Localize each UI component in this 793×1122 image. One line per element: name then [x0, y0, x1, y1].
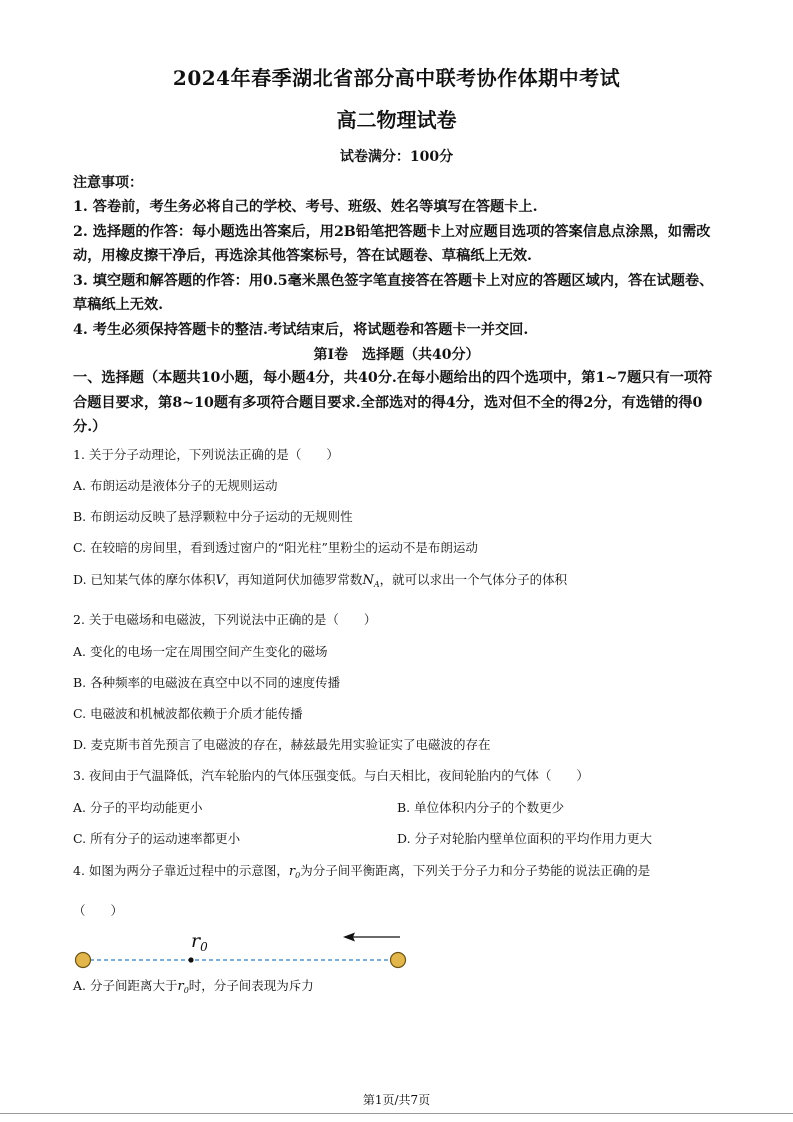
q1-d-var-v: V	[215, 573, 225, 588]
section-heading: 第Ⅰ卷 选择题（共40分）	[313, 347, 480, 363]
section-description: 一、选择题（本题共10小题，每小题4分，共40分.在每小题给出的四个选项中，第1~7题只有一项符合题目要求，第8~10题有多项符合题目要求.全部选对的得4分，选对但不全的得2分，有选错的得0分.）	[73, 370, 713, 435]
q2-option-b: B. 各种频率的电磁波在真空中以不同的速度传播	[73, 675, 341, 690]
notice-item: 1. 答卷前，考生务必将自己的学校、考号、班级、姓名等填写在答题卡上.	[73, 199, 538, 215]
q1-option-a: A. 布朗运动是液体分子的无规则运动	[73, 478, 278, 493]
r0-label-sub: 0	[200, 940, 208, 954]
question-4-stem	[73, 862, 650, 885]
question-1-stem	[73, 446, 339, 464]
q3-option-a: A. 分子的平均动能更小	[73, 800, 203, 815]
q3-option-b: B. 单位体积内分子的个数更少	[397, 800, 565, 815]
q4-a-text-a: A. 分子间距离大于	[73, 978, 178, 993]
page-footer: 第1页/共7页	[362, 1093, 431, 1107]
r0-label-var: r	[191, 930, 201, 952]
q1-d-var-n-sub: A	[373, 580, 380, 589]
molecule-right	[391, 953, 406, 968]
q4-a-var-r: r	[177, 979, 184, 994]
notice-heading: 注意事项：	[73, 175, 143, 191]
q4-a-var-r-sub: 0	[183, 986, 189, 995]
molecule-diagram	[70, 925, 415, 975]
q1-stem-a: 1. 关于分子动理论，下列说法正确	[73, 447, 264, 462]
q3-option-c: C. 所有分子的运动速率都更小	[73, 831, 241, 846]
q3-option-d: D. 分子对轮胎内壁单位面积的平均作用力更大	[397, 831, 653, 846]
notice-item: 3. 填空题和解答题的作答：用0.5毫米黑色签字笔直接答在答题卡上对应的答题区域内，答在试题卷、草稿纸上无效.	[73, 272, 714, 313]
equilibrium-point	[188, 957, 193, 962]
q4-var-r: r	[288, 864, 296, 879]
r0-label	[191, 930, 208, 954]
q4-option-a	[73, 977, 314, 1000]
exam-subtitle: 高二物理试卷	[336, 108, 457, 132]
q4-stem-b: 为分子间平衡距离，下列关于分子力和分子势能的说法正确的是	[300, 863, 651, 878]
q1-stem-b: 的是（ ）	[263, 447, 339, 462]
question-3-stem: 3. 夜间由于气温降低，汽车轮胎内的气体压强变低。与白天相比，夜间轮胎内的气体（ ）	[73, 768, 589, 783]
q1-d-text-b: ，再知道阿伏加德罗常数	[224, 572, 363, 587]
question-2-stem: 2. 关于电磁场和电磁波，下列说法中正确的是（ ）	[73, 612, 377, 627]
footer-divider	[0, 1113, 793, 1114]
q4-var-r-sub: 0	[295, 871, 301, 880]
q1-option-d	[73, 571, 567, 594]
exam-title: 2024年春季湖北省部分高中联考协作体期中考试	[172, 66, 621, 90]
q2-option-d: D. 麦克斯韦首先预言了电磁波的存在，赫兹最先用实验证实了电磁波的存在	[73, 737, 491, 752]
q4-a-text-b: 时，分子间表现为斥力	[188, 978, 314, 993]
full-score: 试卷满分：100分	[339, 149, 454, 165]
q1-d-text-c: ，就可以求出一个气体分子的体积	[379, 572, 568, 587]
q1-option-c: C. 在较暗的房间里，看到透过窗户的“阳光柱”里粉尘的运动不是布朗运动	[73, 540, 478, 555]
notice-list	[73, 195, 721, 342]
molecule-left	[76, 953, 91, 968]
q1-option-b: B. 布朗运动反映了悬浮颗粒中分子运动的无规则性	[73, 509, 353, 524]
notice-item: 4. 考生必须保持答题卡的整洁.考试结束后，将试题卷和答题卡一并交回.	[73, 321, 529, 338]
q2-option-a: A. 变化的电场一定在周围空间产生变化的磁场	[73, 644, 328, 659]
q1-d-var-n: N	[362, 573, 374, 588]
question-4-blank: （ ）	[73, 903, 124, 918]
q1-d-text-a: D. 已知某气体的摩尔体积	[73, 572, 216, 587]
notice-item: 2. 选择题的作答：每小题选出答案后，用2B铅笔把答题卡上对应题目选项的答案信息点涂黑，如需改动，用橡皮擦干净后，再选涂其他答案标号，答在试题卷、草稿纸上无效.	[73, 223, 711, 264]
q2-option-c: C. 电磁波和机械波都依赖于介质才能传播	[73, 706, 303, 721]
q4-stem-a: 4. 如图为两分子靠近过程中的示意图，	[73, 863, 289, 878]
